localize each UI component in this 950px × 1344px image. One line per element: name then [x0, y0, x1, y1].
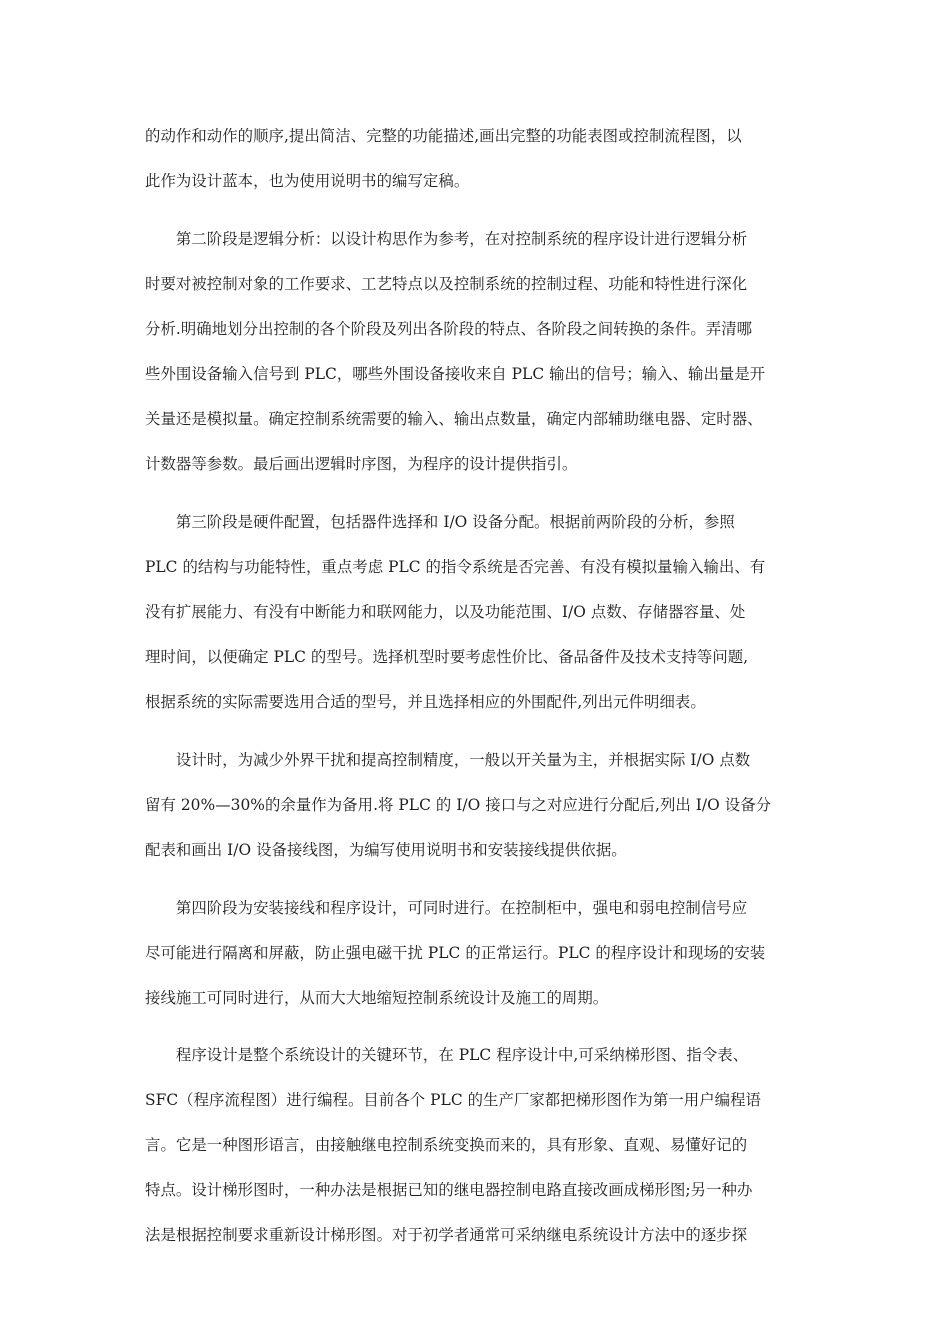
paragraph-line: 没有扩展能力、有没有中断能力和联网能力，以及功能范围、I/O 点数、存储器容量、处: [145, 603, 746, 621]
paragraph-line: PLC 的结构与功能特性，重点考虑 PLC 的指令系统是否完善、有没有模拟量输入输出、有: [145, 558, 766, 576]
paragraph-5: [145, 894, 811, 1029]
paragraph-line: 分析.明确地划分出控制的各个阶段及列出各阶段的特点、各阶段之间转换的条件。弄清哪: [145, 320, 753, 338]
paragraph-line: 第三阶段是硬件配置，包括器件选择和 I/O 设备分配。根据前两阶段的分析，参照: [145, 513, 735, 531]
paragraph-line: 此作为设计蓝本，也为使用说明书的编写定稿。: [145, 172, 470, 190]
paragraph-gap: [145, 495, 811, 508]
paragraph-line: 言。它是一种图形语言，由接触继电控制系统变换而来的，具有形象、直观、易懂好记的: [145, 1136, 748, 1154]
document-page: [145, 122, 811, 1266]
paragraph-line: 理时间，以便确定 PLC 的型号。选择机型时要考虑性价比、备品备件及技术支持等问题,: [145, 648, 749, 666]
paragraph-line: 第二阶段是逻辑分析：以设计构思作为参考，在对控制系统的程序设计进行逻辑分析: [145, 230, 748, 248]
paragraph-6: [145, 1041, 811, 1266]
paragraph-line: 配表和画出 I/O 设备接线图，为编写使用说明书和安装接线提供依据。: [145, 841, 627, 859]
paragraph-gap: [145, 1029, 811, 1041]
paragraph-line: 设计时，为减少外界干扰和提高控制精度，一般以开关量为主，并根据实际 I/O 点数: [145, 751, 751, 769]
paragraph-3: [145, 508, 811, 733]
paragraph-line: 计数器等参数。最后画出逻辑时序图，为程序的设计提供指引。: [145, 455, 578, 473]
paragraph-line: 根据系统的实际需要选用合适的型号，并且选择相应的外围配件,列出元件明细表。: [145, 693, 706, 711]
paragraph-line: 第四阶段为安装接线和程序设计，可同时进行。在控制柜中，强电和弱电控制信号应: [145, 899, 748, 917]
paragraph-gap: [145, 881, 811, 894]
paragraph-line: 接线施工可同时进行，从而大大地缩短控制系统设计及施工的周期。: [145, 989, 609, 1007]
paragraph-line: 尽可能进行隔离和屏蔽，防止强电磁干扰 PLC 的正常运行。PLC 的程序设计和现场的安装: [145, 944, 766, 962]
paragraph-line: 法是根据控制要求重新设计梯形图。对于初学者通常可采纳继电系统设计方法中的逐步探: [145, 1226, 748, 1244]
paragraph-line: SFC（程序流程图）进行编程。目前各个 PLC 的生产厂家都把梯形图作为第一用户编程语: [145, 1091, 761, 1109]
paragraph-line: 些外围设备输入信号到 PLC，哪些外围设备接收来自 PLC 输出的信号；输入、输出量是开: [145, 365, 766, 383]
paragraph-4: [145, 746, 811, 881]
paragraph-line: 程序设计是整个系统设计的关键环节，在 PLC 程序设计中,可采纳梯形图、指令表、: [145, 1046, 749, 1064]
paragraph-line: 留有 20%—30%的余量作为备用.将 PLC 的 I/O 接口与之对应进行分配后,列出 I/O 设备分: [145, 796, 772, 814]
paragraph-2: [145, 225, 811, 495]
paragraph-line: 特点。设计梯形图时，一种办法是根据已知的继电器控制电路直接改画成梯形图;另一种办: [145, 1181, 753, 1199]
paragraph-line: 的动作和动作的顺序,提出简洁、完整的功能描述,画出完整的功能表图或控制流程图，以: [145, 127, 742, 145]
paragraph-gap: [145, 733, 811, 746]
paragraph-line: 关量还是模拟量。确定控制系统需要的输入、输出点数量，确定内部辅助继电器、定时器、: [145, 410, 763, 428]
paragraph-gap: [145, 212, 811, 225]
paragraph-1: [145, 122, 811, 212]
paragraph-line: 时要对被控制对象的工作要求、工艺特点以及控制系统的控制过程、功能和特性进行深化: [145, 275, 748, 293]
